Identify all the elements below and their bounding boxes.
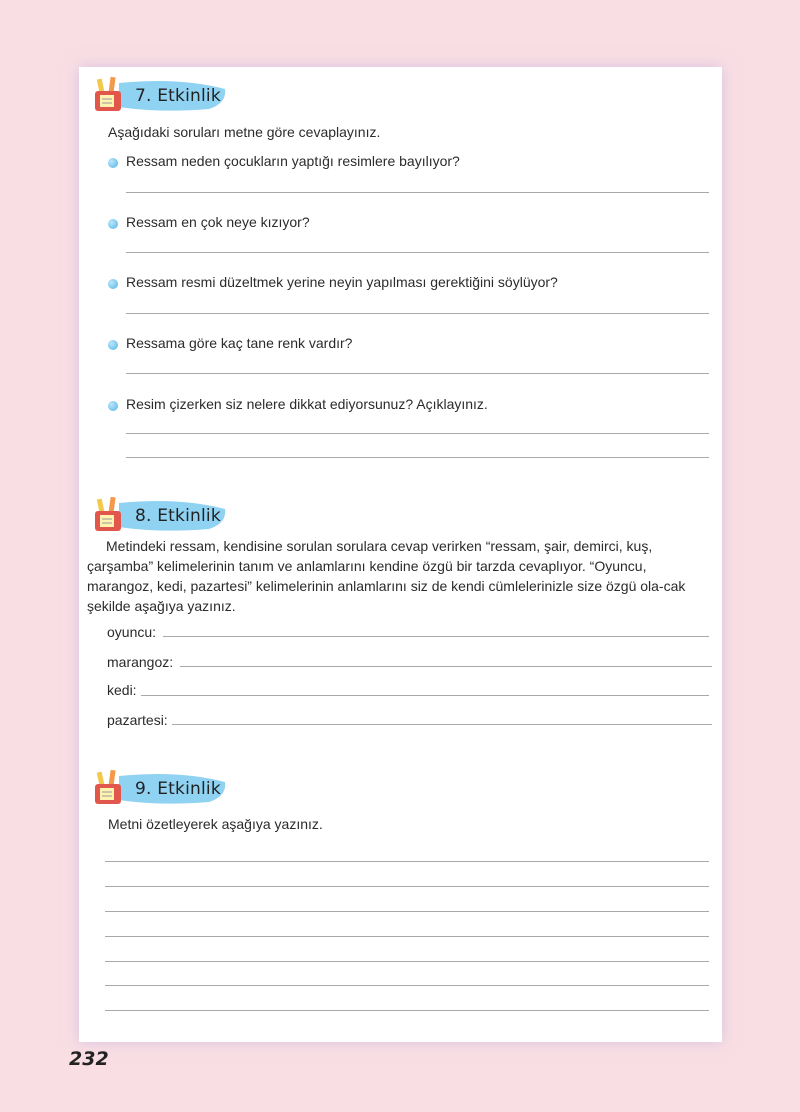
answer-line[interactable]	[126, 192, 709, 193]
activity-7-instruction: Aşağıdaki soruları metne göre cevaplayınız.	[108, 124, 381, 140]
answer-line[interactable]	[172, 724, 712, 725]
activity-8-title: 8. Etkinlik	[135, 506, 221, 526]
answer-line[interactable]	[126, 252, 709, 253]
answer-line[interactable]	[105, 936, 709, 937]
bullet-icon	[108, 279, 118, 289]
bullet-icon	[108, 340, 118, 350]
activity-9-badge	[89, 768, 229, 808]
question-text: Resim çizerken siz nelere dikkat ediyorsunuz? Açıklayınız.	[126, 396, 488, 412]
question-text: Ressam resmi düzeltmek yerine neyin yapılması gerektiğini söylüyor?	[126, 274, 558, 290]
answer-line[interactable]	[126, 313, 709, 314]
activity-9-title: 9. Etkinlik	[135, 779, 221, 799]
answer-line[interactable]	[126, 373, 709, 374]
activity-8-paragraph: Metindeki ressam, kendisine sorulan sorulara cevap verirken “ressam, şair, demirci, kuş, çarşamba” kelimelerinin tanım ve anlamlarını kendine özgü bir tarzda cevaplıyor. “Oyuncu, marangoz, kedi, pazartesi” kelimelerinin anlamlarını siz de kendi cümlelerinizle size özgü ola-cak şekilde aşağıya yazınız.	[87, 538, 686, 614]
question-text: Ressam neden çocukların yaptığı resimlere bayılıyor?	[126, 153, 460, 169]
activity-7-title: 7. Etkinlik	[135, 86, 221, 106]
answer-line[interactable]	[105, 1010, 709, 1011]
answer-line[interactable]	[105, 911, 709, 912]
answer-line[interactable]	[105, 861, 709, 862]
page-number: 232	[69, 1048, 109, 1070]
bullet-icon	[108, 158, 118, 168]
activity-9-instruction: Metni özetleyerek aşağıya yazınız.	[108, 816, 323, 832]
answer-line[interactable]	[105, 886, 709, 887]
answer-line[interactable]	[105, 961, 709, 962]
answer-line[interactable]	[126, 433, 709, 434]
word-label-oyuncu: oyuncu:	[107, 624, 157, 640]
answer-line[interactable]	[105, 985, 709, 986]
word-label-kedi: kedi:	[107, 682, 137, 698]
activity-8-badge	[89, 495, 229, 535]
question-text: Ressama göre kaç tane renk vardır?	[126, 335, 353, 351]
word-label-pazartesi: pazartesi:	[107, 712, 168, 728]
activity-7-badge	[89, 75, 229, 115]
bullet-icon	[108, 401, 118, 411]
answer-line[interactable]	[141, 695, 709, 696]
answer-line[interactable]	[126, 457, 709, 458]
answer-line[interactable]	[163, 636, 709, 637]
word-label-marangoz: marangoz:	[107, 654, 174, 670]
answer-line[interactable]	[180, 666, 712, 667]
worksheet-page	[79, 67, 722, 1042]
bullet-icon	[108, 219, 118, 229]
question-text: Ressam en çok neye kızıyor?	[126, 214, 310, 230]
